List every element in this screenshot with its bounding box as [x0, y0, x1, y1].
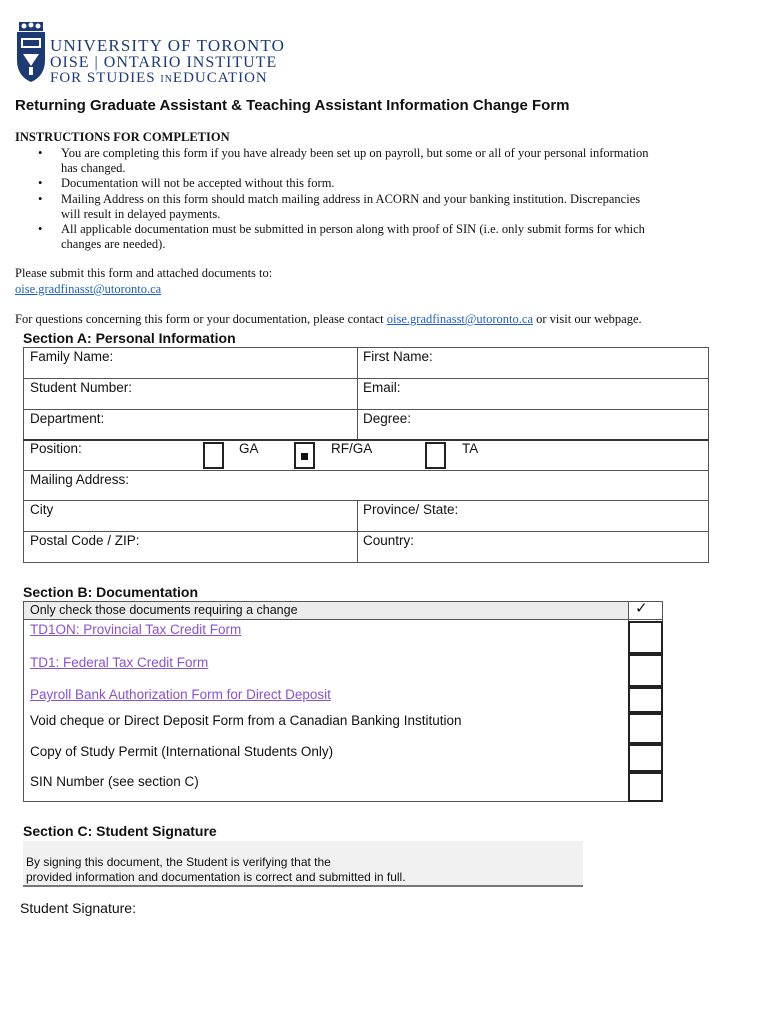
bullet-2: • — [38, 176, 43, 190]
logo-line-3 — [50, 70, 268, 87]
ta-label: TA — [462, 441, 479, 456]
instructions-heading: INSTRUCTIONS FOR COMPLETION — [15, 130, 230, 144]
questions-text: For questions concerning this form or your documentation, please contact — [15, 312, 384, 326]
postal-label: Postal Code / ZIP: — [30, 533, 140, 548]
bullet-1: • — [38, 146, 43, 160]
questions-text-after: or visit our webpage. — [536, 312, 642, 326]
instruction-item — [61, 146, 648, 176]
submit-text: Please submit this form and attached documents to: — [15, 266, 273, 280]
payroll-bank-form-link[interactable]: Payroll Bank Authorization Form for Direct Deposit — [30, 687, 331, 702]
section-b-header: Only check those documents requiring a change — [30, 603, 298, 617]
section-c-title: Section C: Student Signature — [23, 823, 217, 839]
student-number-label: Student Number: — [30, 380, 133, 395]
position-label: Position: — [30, 441, 82, 456]
rfga-label: RF/GA — [331, 441, 373, 456]
questions-line — [15, 312, 642, 327]
logo-line-1: UNIVERSITY OF TORONTO — [50, 36, 285, 55]
logo-line-3c: EDUCATION — [172, 70, 268, 86]
section-a-title: Section A: Personal Information — [23, 330, 236, 346]
check-mark-header: ✓ — [635, 600, 648, 617]
student-signature-label: Student Signature: — [20, 900, 136, 916]
sin-checkbox[interactable] — [628, 772, 663, 802]
instruction-item — [61, 192, 640, 222]
row-divider — [23, 500, 709, 501]
td1-link[interactable]: TD1: Federal Tax Credit Form — [30, 655, 209, 670]
first-name-label: First Name: — [363, 349, 433, 364]
email-label: Email: — [363, 380, 401, 395]
void-cheque-checkbox[interactable] — [628, 713, 663, 744]
void-cheque-label: Void cheque or Direct Deposit Form from a Canadian Banking Institution — [30, 713, 462, 728]
department-label: Department: — [30, 411, 105, 426]
td1-checkbox[interactable] — [628, 654, 663, 687]
instruction-line: You are completing this form if you have already been set up on payroll, but some or all of your personal information — [61, 146, 649, 160]
mailing-address-label: Mailing Address: — [30, 472, 130, 487]
row-divider — [23, 470, 709, 471]
bullet-4: • — [38, 222, 43, 236]
col-divider — [357, 500, 358, 563]
rfga-checkbox[interactable] — [294, 442, 315, 469]
payroll-bank-checkbox[interactable] — [628, 687, 663, 713]
study-permit-checkbox[interactable] — [628, 744, 663, 772]
instruction-line: has changed. — [61, 161, 126, 175]
section-c-text-2: provided information and documentation is correct and submitted in full. — [26, 870, 406, 884]
study-permit-label: Copy of Study Permit (International Students Only) — [30, 744, 334, 759]
ga-checkbox[interactable] — [203, 442, 224, 469]
questions-email-link[interactable]: oise.gradfinasst@utoronto.ca — [386, 312, 533, 326]
header-divider — [23, 619, 663, 620]
province-label: Province/ State: — [363, 502, 459, 517]
instruction-line: All applicable documentation must be submitted in person along with proof of SIN (i.e. only submit forms for which — [61, 222, 645, 236]
logo-line-3b: IN — [160, 74, 173, 85]
degree-label: Degree: — [363, 411, 412, 426]
family-name-label: Family Name: — [30, 349, 114, 364]
city-label: City — [30, 502, 54, 517]
submit-email-link[interactable]: oise.gradfinasst@utoronto.ca — [15, 282, 162, 296]
section-c-text-1: By signing this document, the Student is verifying that the — [26, 855, 331, 869]
country-label: Country: — [363, 533, 415, 548]
university-crest-icon — [15, 20, 47, 84]
ga-label: GA — [239, 441, 259, 456]
td1on-link[interactable]: TD1ON: Provincial Tax Credit Form — [30, 622, 242, 637]
sin-label: SIN Number (see section C) — [30, 774, 199, 789]
checkbox-filled-mark — [301, 453, 308, 460]
col-divider — [357, 347, 358, 439]
instruction-line: will result in delayed payments. — [61, 207, 221, 221]
row-divider — [23, 409, 709, 410]
instruction-line: changes are needed). — [61, 237, 166, 251]
student-signature-field[interactable] — [140, 898, 440, 920]
section-b-title: Section B: Documentation — [23, 584, 199, 600]
page-title: Returning Graduate Assistant & Teaching Assistant Information Change Form — [15, 97, 570, 114]
instruction-item — [61, 176, 335, 191]
td1on-checkbox[interactable] — [628, 621, 663, 654]
row-divider — [23, 378, 709, 379]
bullet-3: • — [38, 192, 43, 206]
logo-line-3a: FOR STUDIES — [50, 70, 156, 86]
ta-checkbox[interactable] — [425, 442, 446, 469]
row-divider — [23, 531, 709, 532]
instruction-item — [61, 222, 645, 252]
instruction-line: Mailing Address on this form should match mailing address in ACORN and your banking institution. Discrepancies — [61, 192, 641, 206]
logo-line-2: OISE | ONTARIO INSTITUTE — [50, 54, 278, 71]
instruction-line: Documentation will not be accepted without this form. — [61, 176, 335, 190]
